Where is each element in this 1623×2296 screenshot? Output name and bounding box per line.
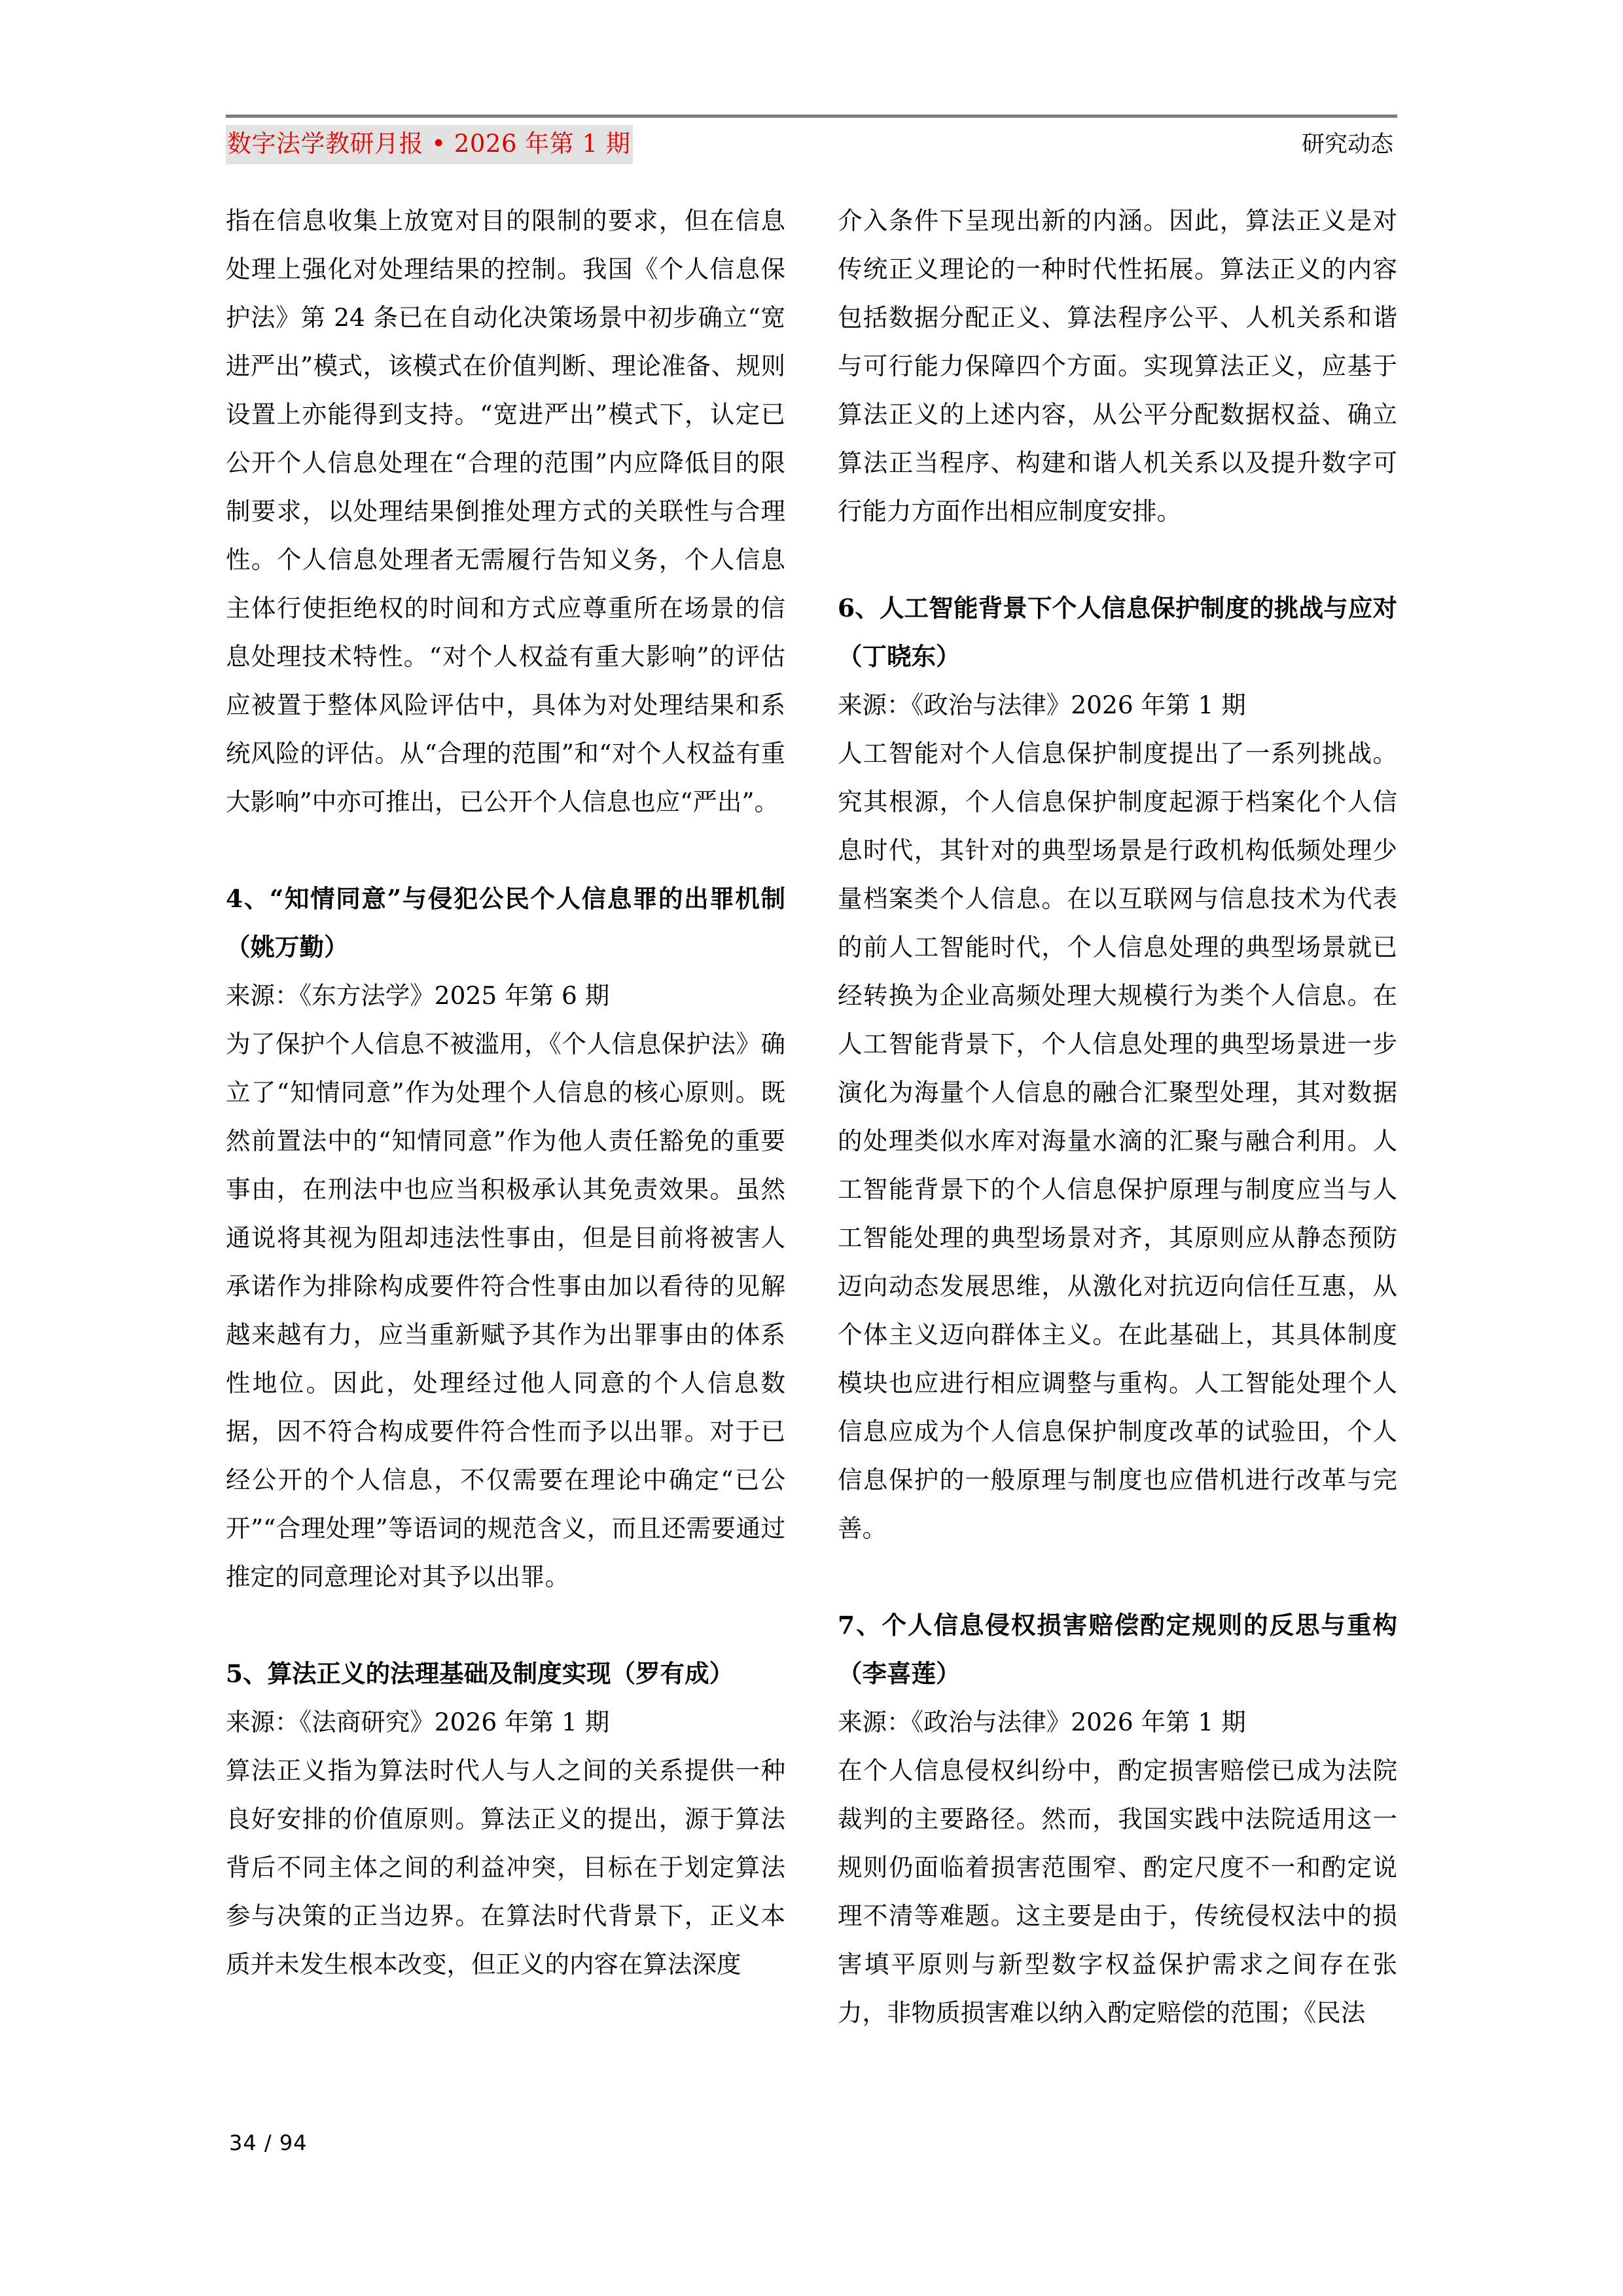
spacer — [838, 535, 1397, 584]
publication-title: 数字法学教研月报 • 2026 年第 1 期 — [226, 125, 633, 164]
entry-source-5: 来源：《法商研究》2026 年第 1 期 — [226, 1708, 610, 1736]
entry-body-4: 为了保护个人信息不被滥用，《个人信息保护法》确立了“知情同意”作为处理个人信息的核心原则。既然前置法中的“知情同意”作为他人责任豁免的重要事由，在刑法中也应当积极承认其免责效果。虽然通说将其视为阻却违法性事由，但是目前将被害人承诺作为排除构成要件符合性事由加以看待的见解越来越有力，应当重新赋予其作为出罪事由的体系性地位。因此，处理经过他人同意的个人信息数据，因不符合构成要件符合性而予以出罪。对于已经公开的个人信息，不仅需要在理论中确定“已公开”“合理处理”等语词的规范含义，而且还需要通过推定的同意理论对其予以出罪。 — [226, 1030, 785, 1591]
header-row — [226, 125, 1397, 164]
page-number: 34 / 94 — [229, 2130, 308, 2155]
entry-heading-6: 6、人工智能背景下个人信息保护制度的挑战与应对（丁晓东） — [838, 594, 1397, 671]
entry-body-7: 在个人信息侵权纠纷中，酌定损害赔偿已成为法院裁判的主要路径。然而，我国实践中法院适用这一规则仍面临着损害范围窄、酌定尺度不一和酌定说理不清等难题。这主要是由于，传统侵权法中的损害填平原则与新型数字权益保护需求之间存在张力，非物质损害难以纳入酌定赔偿的范围；《民法 — [838, 1756, 1397, 2027]
entry-source-4: 来源：《东方法学》2025 年第 6 期 — [226, 981, 610, 1010]
right-column — [838, 196, 1397, 2094]
header-rule — [226, 115, 1397, 118]
body-columns — [226, 196, 1397, 2094]
spacer — [226, 826, 785, 874]
continued-paragraph-right: 介入条件下呈现出新的内涵。因此，算法正义是对传统正义理论的一种时代性拓展。算法正义的内容包括数据分配正义、算法程序公平、人机关系和谐与可行能力保障四个方面。实现算法正义，应基于算法正义的上述内容，从公平分配数据权益、确立算法正当程序、构建和谐人机关系以及提升数字可行能力方面作出相应制度安排。 — [838, 206, 1397, 526]
entry-body-6: 人工智能对个人信息保护制度提出了一系列挑战。究其根源，个人信息保护制度起源于档案化个人信息时代，其针对的典型场景是行政机构低频处理少量档案类个人信息。在以互联网与信息技术为代表的前人工智能时代，个人信息处理的典型场景就已经转换为企业高频处理大规模行为类个人信息。在人工智能背景下，个人信息处理的典型场景进一步演化为海量个人信息的融合汇聚型处理，其对数据的处理类似水库对海量水滴的汇聚与融合利用。人工智能背景下的个人信息保护原理与制度应当与人工智能处理的典型场景对齐，其原则应从静态预防迈向动态发展思维，从激化对抗迈向信任互惠，从个体主义迈向群体主义。在此基础上，其具体制度模块也应进行相应调整与重构。人工智能处理个人信息应成为个人信息保护制度改革的试验田，个人信息保护的一般原理与制度也应借机进行改革与完善。 — [838, 739, 1397, 1543]
left-column — [226, 196, 785, 2094]
entry-heading-5: 5、算法正义的法理基础及制度实现（罗有成） — [226, 1659, 734, 1688]
spacer — [226, 1601, 785, 1649]
spacer — [838, 1552, 1397, 1601]
entry-body-5: 算法正义指为算法时代人与人之间的关系提供一种良好安排的价值原则。算法正义的提出，源于算法背后不同主体之间的利益冲突，目标在于划定算法参与决策的正当边界。在算法时代背景下，正义本质并未发生根本改变，但正义的内容在算法深度 — [226, 1756, 785, 1979]
entry-heading-4: 4、“知情同意”与侵犯公民个人信息罪的出罪机制（姚万勤） — [226, 884, 785, 961]
continued-paragraph-left: 指在信息收集上放宽对目的限制的要求，但在信息处理上强化对处理结果的控制。我国《个人信息保护法》第 24 条已在自动化决策场景中初步确立“宽进严出”模式，该模式在价值判断、理论准备、规则设置上亦能得到支持。“宽进严出”模式下，认定已公开个人信息处理在“合理的范围”内应降低目的限制要求，以处理结果倒推处理方式的关联性与合理性。个人信息处理者无需履行告知义务，个人信息主体行使拒绝权的时间和方式应尊重所在场景的信息处理技术特性。“对个人权益有重大影响”的评估应被置于整体风险评估中，具体为对处理结果和系统风险的评估。从“合理的范围”和“对个人权益有重大影响”中亦可推出，已公开个人信息也应“严出”。 — [226, 206, 785, 816]
entry-source-6: 来源：《政治与法律》2026 年第 1 期 — [838, 691, 1246, 719]
entry-heading-7: 7、个人信息侵权损害赔偿酌定规则的反思与重构（李喜莲） — [838, 1611, 1397, 1688]
section-label: 研究动态 — [1301, 132, 1393, 158]
page-header — [226, 115, 1397, 173]
entry-source-7: 来源：《政治与法律》2026 年第 1 期 — [838, 1708, 1246, 1736]
